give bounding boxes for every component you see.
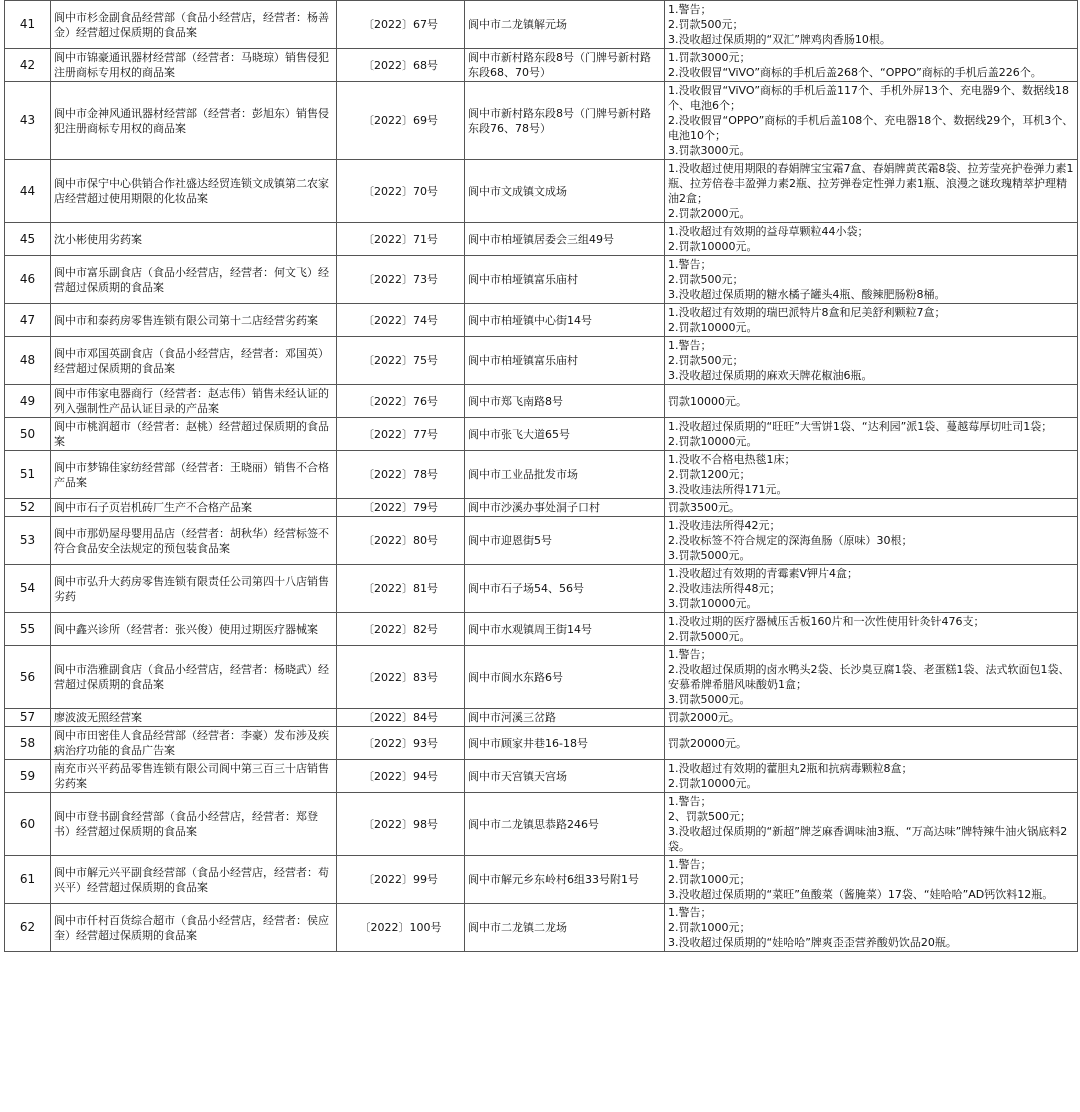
- penalty-cell: [665, 565, 1078, 613]
- penalty-line: 1.没收超过有效期的益母草颗粒44小袋；: [668, 225, 869, 238]
- penalty-table: [4, 0, 1078, 952]
- case-name-cell: 沈小彬使用劣药案: [51, 223, 337, 256]
- case-number-cell: 55: [5, 613, 51, 646]
- penalty-line: 1.没收超过有效期的藿胆丸2瓶和抗病毒颗粒8盒；: [668, 762, 913, 775]
- case-number-cell: 56: [5, 646, 51, 709]
- case-name-cell: 阆中市杉金副食品经营部（食品小经营店，经营者：杨善金）经营超过保质期的食品案: [51, 1, 337, 49]
- table-row: [5, 565, 1078, 613]
- address-cell: 阆中市新村路东段8号（门牌号新村路东段76、78号）: [465, 82, 665, 160]
- document-number-cell: 〔2022〕71号: [337, 223, 465, 256]
- penalty-line: 罚款3500元。: [668, 501, 740, 514]
- table-row: [5, 160, 1078, 223]
- case-number-cell: 48: [5, 337, 51, 385]
- address-cell: 阆中市河溪三岔路: [465, 709, 665, 727]
- case-name-cell: 阆中市解元兴平副食经营部（食品小经营店，经营者：苟兴平）经营超过保质期的食品案: [51, 856, 337, 904]
- penalty-line: 1.警告；: [668, 648, 712, 661]
- penalty-line: 2.没收假冒“ViVO”商标的手机后盖268个、“OPPO”商标的手机后盖226个。: [668, 66, 1042, 79]
- table-row: [5, 256, 1078, 304]
- penalty-cell: [665, 418, 1078, 451]
- penalty-line: 3.没收超过保质期的“双汇”牌鸡肉香肠10根。: [668, 33, 891, 46]
- case-number-cell: 43: [5, 82, 51, 160]
- case-name-cell: 阆中市那奶屋母婴用品店（经营者：胡秋华）经营标签不符合食品安全法规定的预包装食品案: [51, 517, 337, 565]
- document-number-cell: 〔2022〕69号: [337, 82, 465, 160]
- document-number-cell: 〔2022〕67号: [337, 1, 465, 49]
- case-name-cell: 南充市兴平药品零售连锁有限公司阆中第三百三十店销售劣药案: [51, 760, 337, 793]
- case-name-cell: 阆中市浩雅副食店（食品小经营店，经营者：杨晓武）经营超过保质期的食品案: [51, 646, 337, 709]
- penalty-line: 1.罚款3000元；: [668, 51, 751, 64]
- document-number-cell: 〔2022〕83号: [337, 646, 465, 709]
- penalty-line: 3.罚款10000元。: [668, 597, 758, 610]
- penalty-line: 1.没收过期的医疗器械压舌板160片和一次性使用针灸针476支；: [668, 615, 985, 628]
- penalty-line: 2.罚款5000元。: [668, 630, 751, 643]
- document-number-cell: 〔2022〕94号: [337, 760, 465, 793]
- document-number-cell: 〔2022〕74号: [337, 304, 465, 337]
- penalty-cell: [665, 793, 1078, 856]
- penalty-line: 1.没收超过保质期的“旺旺”大雪饼1袋、“达利园”派1袋、蔓越莓厚切吐司1袋；: [668, 420, 1053, 433]
- penalty-cell: [665, 160, 1078, 223]
- case-name-cell: 阆中市锦豪通讯器材经营部（经营者：马晓琼）销售侵犯注册商标专用权的商品案: [51, 49, 337, 82]
- penalty-line: 3.罚款3000元。: [668, 144, 751, 157]
- table-row: [5, 760, 1078, 793]
- address-cell: 阆中市工业品批发市场: [465, 451, 665, 499]
- penalty-line: 2.罚款500元；: [668, 354, 744, 367]
- penalty-line: 3.没收超过保质期的“菜旺”鱼酸菜（酱腌菜）17袋、“娃哈哈”AD钙饮料12瓶。: [668, 888, 1054, 901]
- penalty-line: 2.罚款10000元。: [668, 777, 758, 790]
- case-number-cell: 51: [5, 451, 51, 499]
- address-cell: 阆中市天宫镇天宫场: [465, 760, 665, 793]
- document-number-cell: 〔2022〕78号: [337, 451, 465, 499]
- penalty-line: 1.警告；: [668, 3, 712, 16]
- table-row: [5, 517, 1078, 565]
- address-cell: 阆中市二龙镇思恭路246号: [465, 793, 665, 856]
- penalty-line: 1.没收不合格电热毯1床；: [668, 453, 796, 466]
- table-row: [5, 49, 1078, 82]
- penalty-line: 罚款20000元。: [668, 736, 747, 750]
- case-name-cell: 阆中市仟村百货综合超市（食品小经营店，经营者：侯应奎）经营超过保质期的食品案: [51, 904, 337, 952]
- case-name-cell: 阆中市和泰药房零售连锁有限公司第十二店经营劣药案: [51, 304, 337, 337]
- table-row: [5, 1, 1078, 49]
- table-row: [5, 856, 1078, 904]
- penalty-cell: [665, 856, 1078, 904]
- penalty-line: 3.没收超过保质期的“新超”牌芝麻香调味油3瓶、“万高达味”牌特辣牛油火锅底料2袋。: [668, 825, 1068, 853]
- document-number-cell: 〔2022〕99号: [337, 856, 465, 904]
- document-number-cell: 〔2022〕77号: [337, 418, 465, 451]
- penalty-line: 1.警告；: [668, 858, 712, 871]
- case-name-cell: 阆中市田密佳人食品经营部（经营者：李豪）发布涉及疾病治疗功能的食品广告案: [51, 727, 337, 760]
- penalty-line: 3.没收违法所得171元。: [668, 483, 788, 496]
- case-number-cell: 45: [5, 223, 51, 256]
- penalty-cell: [665, 304, 1078, 337]
- address-cell: 阆中市二龙镇解元场: [465, 1, 665, 49]
- case-number-cell: 52: [5, 499, 51, 517]
- penalty-line: 1.没收超过使用期限的春娟牌宝宝霜7盒、春娟牌黄芪霜8袋、拉芳莹亮护卷弹力素1瓶、拉芳倍卷丰盈弹力素2瓶、拉芳弹卷定性弹力素1瓶、浪漫之谜玫瑰精萃护理精油2盒；: [668, 162, 1074, 205]
- penalty-cell: [665, 499, 1078, 517]
- penalty-cell: [665, 727, 1078, 760]
- table-row: [5, 727, 1078, 760]
- penalty-cell: [665, 904, 1078, 952]
- penalty-cell: [665, 223, 1078, 256]
- case-number-cell: 54: [5, 565, 51, 613]
- penalty-cell: [665, 760, 1078, 793]
- table-row: [5, 646, 1078, 709]
- table-row: [5, 304, 1078, 337]
- document-number-cell: 〔2022〕80号: [337, 517, 465, 565]
- penalty-cell: [665, 337, 1078, 385]
- penalty-line: 2.罚款10000元。: [668, 435, 758, 448]
- address-cell: 阆中市柏垭镇居委会三组49号: [465, 223, 665, 256]
- case-number-cell: 57: [5, 709, 51, 727]
- penalty-line: 1.没收假冒“ViVO”商标的手机后盖117个、手机外屏13个、充电器9个、数据线18个、电池6个；: [668, 84, 1070, 112]
- penalty-line: 3.没收超过保质期的“娃哈哈”牌爽歪歪营养酸奶饮品20瓶。: [668, 936, 957, 949]
- table-row: [5, 418, 1078, 451]
- case-name-cell: 阆中市石子页岩机砖厂生产不合格产品案: [51, 499, 337, 517]
- address-cell: 阆中市文成镇文成场: [465, 160, 665, 223]
- table-row: [5, 385, 1078, 418]
- case-name-cell: 阆中市弘升大药房零售连锁有限责任公司第四十八店销售劣药: [51, 565, 337, 613]
- document-number-cell: 〔2022〕84号: [337, 709, 465, 727]
- penalty-line: 1.没收超过有效期的青霉素V钾片4盒；: [668, 567, 859, 580]
- address-cell: 阆中市柏垭镇富乐庙村: [465, 337, 665, 385]
- document-number-cell: 〔2022〕81号: [337, 565, 465, 613]
- table-row: [5, 499, 1078, 517]
- case-name-cell: 阆中市登书副食经营部（食品小经营店，经营者：郑登书）经营超过保质期的食品案: [51, 793, 337, 856]
- case-number-cell: 44: [5, 160, 51, 223]
- address-cell: 阆中市石子场54、56号: [465, 565, 665, 613]
- address-cell: 阆中市沙溪办事处洞子口村: [465, 499, 665, 517]
- penalty-cell: [665, 613, 1078, 646]
- document-number-cell: 〔2022〕82号: [337, 613, 465, 646]
- address-cell: 阆中市张飞大道65号: [465, 418, 665, 451]
- case-number-cell: 49: [5, 385, 51, 418]
- penalty-cell: [665, 385, 1078, 418]
- penalty-cell: [665, 82, 1078, 160]
- penalty-line: 3.罚款5000元。: [668, 693, 751, 706]
- address-cell: 阆中市新村路东段8号（门牌号新村路东段68、70号）: [465, 49, 665, 82]
- penalty-line: 2.罚款10000元。: [668, 321, 758, 334]
- penalty-cell: [665, 709, 1078, 727]
- table-row: [5, 223, 1078, 256]
- case-name-cell: 阆中市伟家电器商行（经营者：赵志伟）销售未经认证的列入强制性产品认证目录的产品案: [51, 385, 337, 418]
- penalty-table-body: [5, 1, 1078, 952]
- case-number-cell: 62: [5, 904, 51, 952]
- document-number-cell: 〔2022〕73号: [337, 256, 465, 304]
- penalty-line: 1.没收违法所得42元；: [668, 519, 781, 532]
- case-number-cell: 46: [5, 256, 51, 304]
- penalty-line: 2.罚款10000元。: [668, 240, 758, 253]
- penalty-line: 2、罚款500元；: [668, 810, 751, 823]
- case-name-cell: 阆中市金神风通讯器材经营部（经营者：彭旭东）销售侵犯注册商标专用权的商品案: [51, 82, 337, 160]
- document-number-cell: 〔2022〕98号: [337, 793, 465, 856]
- penalty-line: 罚款10000元。: [668, 394, 747, 408]
- case-number-cell: 59: [5, 760, 51, 793]
- penalty-line: 1.警告；: [668, 339, 712, 352]
- case-name-cell: 阆中市桃润超市（经营者：赵桃）经营超过保质期的食品案: [51, 418, 337, 451]
- case-number-cell: 50: [5, 418, 51, 451]
- case-number-cell: 53: [5, 517, 51, 565]
- table-row: [5, 709, 1078, 727]
- table-row: [5, 82, 1078, 160]
- case-name-cell: 阆中市梦锦佳家纺经营部（经营者：王晓丽）销售不合格产品案: [51, 451, 337, 499]
- document-number-cell: 〔2022〕68号: [337, 49, 465, 82]
- penalty-cell: [665, 646, 1078, 709]
- penalty-line: 3.罚款5000元。: [668, 549, 751, 562]
- penalty-line: 2.罚款1000元；: [668, 873, 751, 886]
- penalty-cell: [665, 256, 1078, 304]
- address-cell: 阆中市解元乡东岭村6组33号附1号: [465, 856, 665, 904]
- penalty-cell: [665, 49, 1078, 82]
- document-number-cell: 〔2022〕75号: [337, 337, 465, 385]
- penalty-line: 2.没收超过保质期的卤水鸭头2袋、长沙臭豆腐1袋、老蛋糕1袋、法式软面包1袋、安慕希牌希腊风味酸奶1盒；: [668, 663, 1070, 691]
- address-cell: 阆中市郑飞南路8号: [465, 385, 665, 418]
- table-row: [5, 793, 1078, 856]
- document-number-cell: 〔2022〕79号: [337, 499, 465, 517]
- table-row: [5, 451, 1078, 499]
- address-cell: 阆中市顾家井巷16-18号: [465, 727, 665, 760]
- document-number-cell: 〔2022〕100号: [337, 904, 465, 952]
- penalty-line: 2.没收违法所得48元；: [668, 582, 781, 595]
- penalty-line: 1.警告；: [668, 258, 712, 271]
- address-cell: 阆中市柏垭镇中心街14号: [465, 304, 665, 337]
- penalty-cell: [665, 517, 1078, 565]
- penalty-line: 1.警告；: [668, 795, 712, 808]
- case-name-cell: 阆中市保宁中心供销合作社盛达经贸连锁文成镇第二农家店经营超过使用期限的化妆品案: [51, 160, 337, 223]
- address-cell: 阆中市阆水东路6号: [465, 646, 665, 709]
- address-cell: 阆中市迎恩街5号: [465, 517, 665, 565]
- penalty-line: 2.没收标签不符合规定的深海鱼肠（原味）30根；: [668, 534, 913, 547]
- case-name-cell: 阆中市邓国英副食店（食品小经营店，经营者：邓国英）经营超过保质期的食品案: [51, 337, 337, 385]
- case-number-cell: 47: [5, 304, 51, 337]
- table-row: [5, 904, 1078, 952]
- case-number-cell: 42: [5, 49, 51, 82]
- table-row: [5, 613, 1078, 646]
- case-name-cell: 廖波波无照经营案: [51, 709, 337, 727]
- case-name-cell: 阆中市富乐副食店（食品小经营店，经营者：何文飞）经营超过保质期的食品案: [51, 256, 337, 304]
- penalty-cell: [665, 451, 1078, 499]
- penalty-cell: [665, 1, 1078, 49]
- penalty-line: 2.罚款1200元；: [668, 468, 751, 481]
- case-number-cell: 58: [5, 727, 51, 760]
- penalty-line: 2.罚款500元；: [668, 273, 744, 286]
- case-name-cell: 阆中鑫兴诊所（经营者：张兴俊）使用过期医疗器械案: [51, 613, 337, 646]
- penalty-line: 2.罚款500元；: [668, 18, 744, 31]
- penalty-line: 2.罚款2000元。: [668, 207, 751, 220]
- penalty-line: 1.警告；: [668, 906, 712, 919]
- address-cell: 阆中市二龙镇二龙场: [465, 904, 665, 952]
- case-number-cell: 60: [5, 793, 51, 856]
- penalty-line: 2.罚款1000元；: [668, 921, 751, 934]
- penalty-line: 1.没收超过有效期的瑞巴派特片8盒和尼美舒利颗粒7盒；: [668, 306, 946, 319]
- address-cell: 阆中市柏垭镇富乐庙村: [465, 256, 665, 304]
- case-number-cell: 41: [5, 1, 51, 49]
- address-cell: 阆中市水观镇周王街14号: [465, 613, 665, 646]
- document-number-cell: 〔2022〕76号: [337, 385, 465, 418]
- penalty-line: 3.没收超过保质期的糖水橘子罐头4瓶、酸辣肥肠粉8桶。: [668, 288, 946, 301]
- case-number-cell: 61: [5, 856, 51, 904]
- penalty-line: 罚款2000元。: [668, 711, 740, 724]
- penalty-line: 2.没收假冒“OPPO”商标的手机后盖108个、充电器18个、数据线29个，耳机3个、电池10个；: [668, 114, 1074, 142]
- document-number-cell: 〔2022〕93号: [337, 727, 465, 760]
- table-row: [5, 337, 1078, 385]
- penalty-line: 3.没收超过保质期的麻欢天牌花椒油6瓶。: [668, 369, 873, 382]
- document-number-cell: 〔2022〕70号: [337, 160, 465, 223]
